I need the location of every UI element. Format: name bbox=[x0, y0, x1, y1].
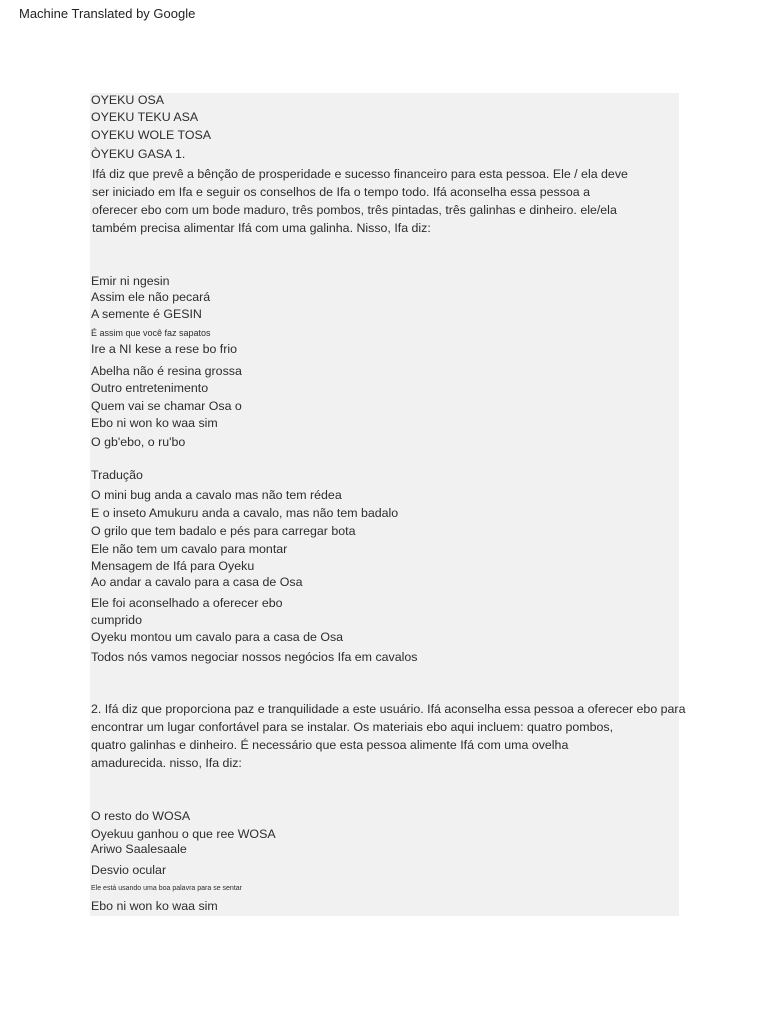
verse-line: É assim que você faz sapatos bbox=[91, 328, 211, 338]
verse-line: Desvio ocular bbox=[91, 863, 167, 877]
translation-heading: Tradução bbox=[91, 468, 143, 482]
verse-line: Abelha não é resina grossa bbox=[91, 364, 242, 378]
translation-line: Ele não tem um cavalo para montar bbox=[91, 542, 288, 556]
paragraph-line: 2. Ifá diz que proporciona paz e tranquilidade a este usuário. Ifá aconselha essa pessoa a oferecer ebo para bbox=[91, 702, 686, 716]
translation-line: cumprido bbox=[91, 613, 142, 627]
verse-line: Ebo ni won ko waa sim bbox=[91, 899, 218, 913]
verse-line: Ebo ni won ko waa sim bbox=[91, 416, 218, 430]
paragraph-line: amadurecida. nisso, Ifa diz: bbox=[91, 756, 242, 770]
translation-line: O grilo que tem badalo e pés para carregar bota bbox=[91, 524, 356, 538]
paragraph-line: ser iniciado em Ifa e seguir os conselhos de Ifa o tempo todo. Ifá aconselha essa pessoa a bbox=[92, 185, 590, 199]
translation-line: Mensagem de Ifá para Oyeku bbox=[91, 559, 255, 573]
translation-line: E o inseto Amukuru anda a cavalo, mas não tem badalo bbox=[91, 506, 399, 520]
machine-translated-label: Machine Translated by Google bbox=[19, 6, 196, 21]
title-line: OYEKU WOLE TOSA bbox=[91, 128, 212, 142]
verse-line: Outro entretenimento bbox=[91, 381, 209, 395]
paragraph-line: Ifá diz que prevê a bênção de prosperidade e sucesso financeiro para esta pessoa. Ele / ela deve bbox=[92, 167, 628, 181]
translation-line: Ele foi aconselhado a oferecer ebo bbox=[91, 596, 283, 610]
verse-line: A semente é GESIN bbox=[91, 307, 202, 321]
verse-line: Ire a NI kese a rese bo frio bbox=[91, 342, 238, 356]
translation-line: Ao andar a cavalo para a casa de Osa bbox=[91, 575, 303, 589]
title-line: ÒYEKU GASA 1. bbox=[91, 147, 186, 161]
title-line: OYEKU OSA bbox=[91, 93, 164, 107]
verse-line: Quem vai se chamar Osa o bbox=[91, 399, 242, 413]
translation-line: Todos nós vamos negociar nossos negócios Ifa em cavalos bbox=[91, 650, 418, 664]
translation-line: Oyeku montou um cavalo para a casa de Osa bbox=[91, 630, 344, 644]
verse-line: Emir ni ngesin bbox=[91, 274, 170, 288]
verse-line: Oyekuu ganhou o que ree WOSA bbox=[91, 827, 276, 841]
verse-line: Ariwo Saalesaale bbox=[91, 842, 187, 856]
paragraph-line: oferecer ebo com um bode maduro, três pombos, três pintadas, três galinhas e dinheiro. ele/ela bbox=[92, 203, 617, 217]
verse-line: Assim ele não pecará bbox=[91, 290, 211, 304]
verse-line: Ele está usando uma boa palavra para se sentar bbox=[91, 885, 242, 892]
title-line: OYEKU TEKU ASA bbox=[91, 110, 199, 124]
paragraph-line: quatro galinhas e dinheiro. É necessário que esta pessoa alimente Ifá com uma ovelha bbox=[91, 738, 569, 752]
verse-line: O resto do WOSA bbox=[91, 809, 191, 823]
paragraph-line: encontrar um lugar confortável para se instalar. Os materiais ebo aqui incluem: quatro pombos, bbox=[91, 720, 614, 734]
paragraph-line: também precisa alimentar Ifá com uma galinha. Nisso, Ifa diz: bbox=[92, 221, 431, 235]
translation-line: O mini bug anda a cavalo mas não tem rédea bbox=[91, 488, 342, 502]
verse-line: O gb'ebo, o ru'bo bbox=[91, 435, 186, 449]
